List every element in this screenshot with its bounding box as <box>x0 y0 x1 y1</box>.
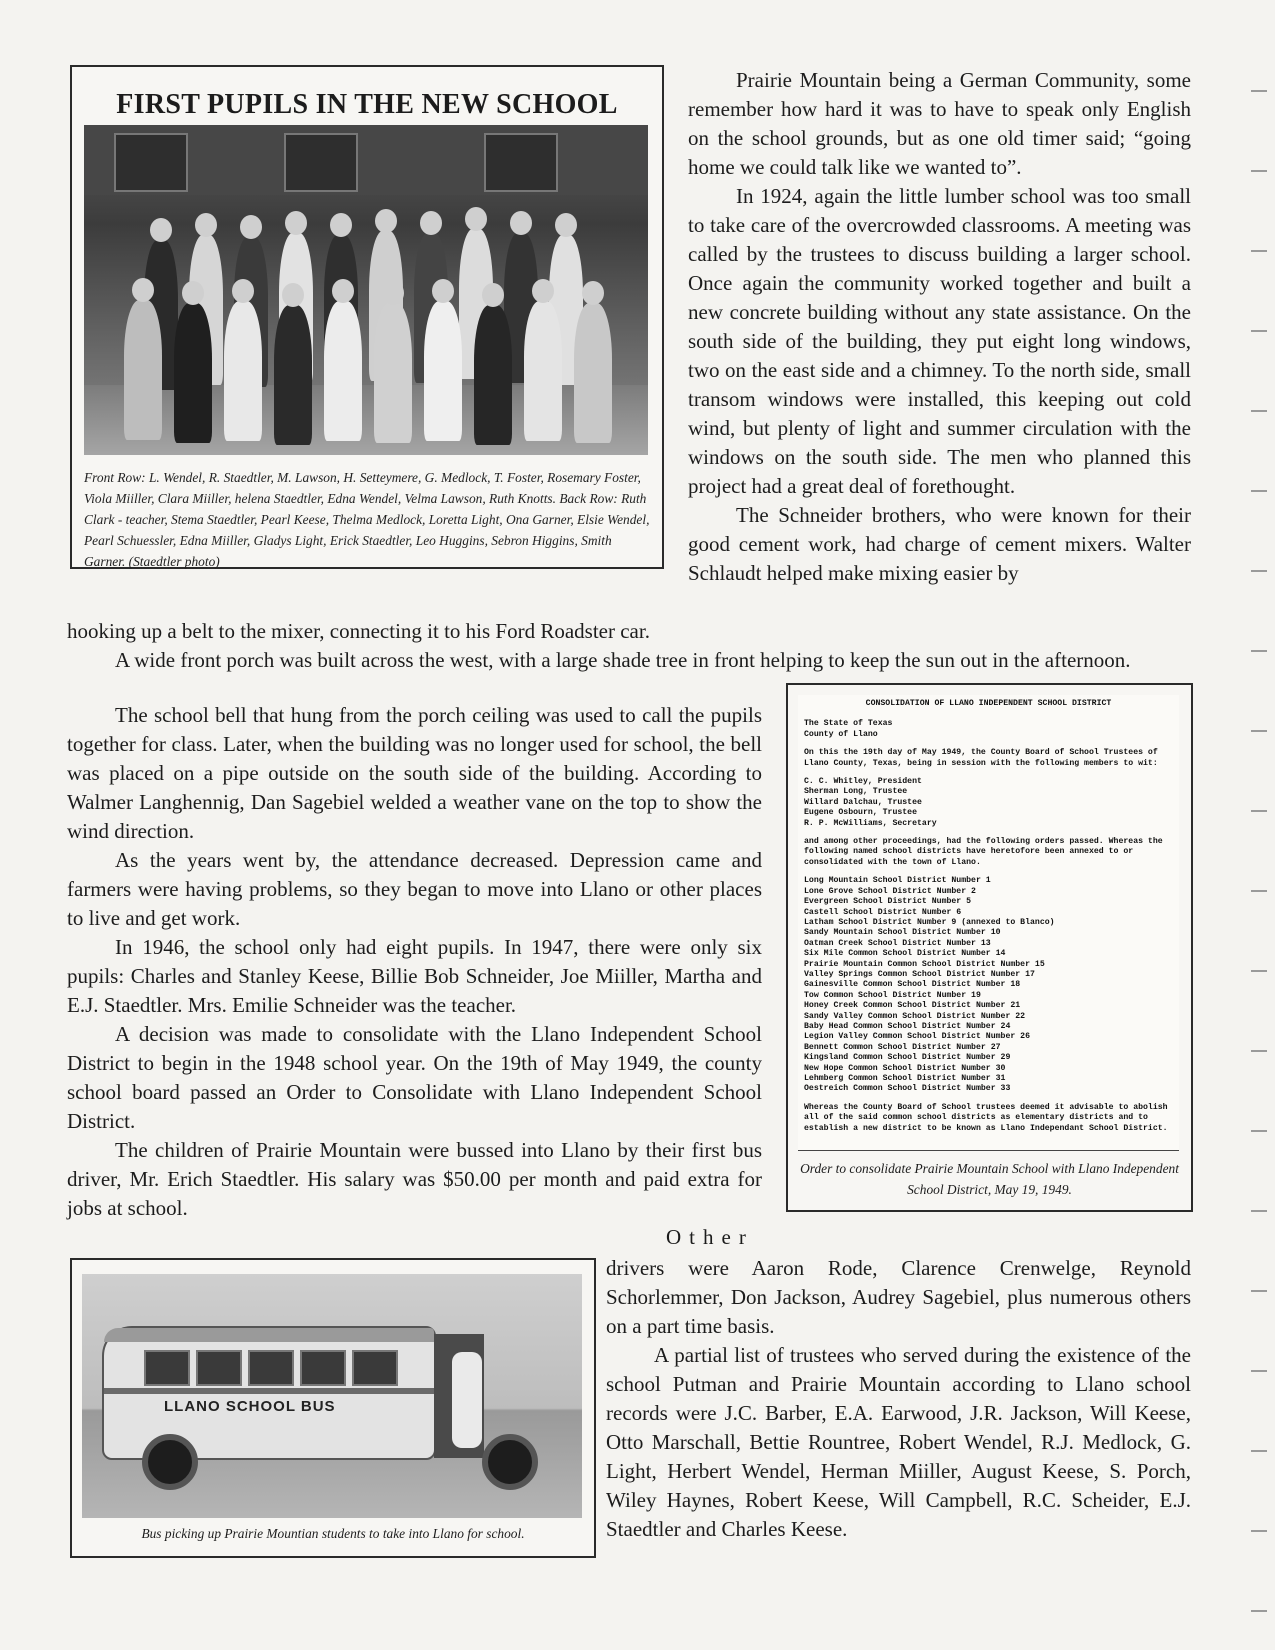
photo-title: FIRST PUPILS IN THE NEW SCHOOL <box>116 89 618 120</box>
document-members: C. C. Whitley, President Sherman Long, Trustee Willard Dalchau, Trustee Eugene Osbourn, Trustee R. P. McWilliams, Secretary <box>804 777 937 828</box>
document-title: CONSOLIDATION OF LLANO INDEPENDENT SCHOOL DISTRICT <box>865 699 1112 708</box>
class-group-photo <box>84 125 648 455</box>
photo-caption: Front Row: L. Wendel, R. Staedtler, M. Lawson, H. Setteymere, G. Medlock, T. Foster, Rosemary Foster, Viola Miiller, Clara Miiller, helena Staedtler, Edna Wendel, Velma Lawson, Ruth Knotts. Back Row: Ruth Clark - teacher, Stema Staedtler, Pearl Keese, Thelma Medlock, Loretta Light, Ona Garner, Elsie Wendel, Pearl Schuessler, Edna Miiller, Gladys Light, Erick Staedtler, Leo Huggins, Sebron Higgins, Smith Garner. (Staedtler photo) <box>84 470 650 569</box>
consolidation-order-box <box>786 683 1193 1212</box>
paragraph: In 1946, the school only had eight pupils. In 1947, there were only six pupils: Charles and Stanley Keese, Billie Bob Schneider, Joe Miiller, Martha and E.J. Staedtler. Mrs. Emilie Schneider was the teacher. <box>67 935 762 1017</box>
document-state: The State of Texas County of Llano <box>804 719 893 739</box>
spaced-word-other: Other <box>666 1225 754 1249</box>
paragraph: Prairie Mountain being a German Community, some remember how hard it was to have to speak only English on the school grounds, but as one old timer said; “going home we could talk like we wanted to”. <box>688 68 1191 179</box>
school-bus-photo <box>82 1274 582 1518</box>
text-column-left-middle <box>67 701 762 1223</box>
document-whereas: Whereas the County Board of School trustees deemed it advisable to abolish all of the said common school districts as elementary districts and to establish a new district to be known as Llano Independant School District. <box>804 1102 1173 1133</box>
bus-photo-caption: Bus picking up Prairie Mountian students to take into Llano for school. <box>141 1526 525 1541</box>
text-column-right-bottom <box>606 1254 1191 1544</box>
paragraph-continuation: drivers were Aaron Rode, Clarence Crenwelge, Reynold Schorlemmer, Don Jackson, Audrey Sagebiel, plus numerous others on a part time basis. <box>606 1256 1191 1338</box>
paragraph: The children of Prairie Mountain were bussed into Llano by their first bus driver, Mr. Erich Staedtler. His salary was $50.00 per month and paid extra for jobs at school. <box>67 1138 762 1220</box>
document-caption: Order to consolidate Prairie Mountain School with Llano Independent School District, May 19, 1949. <box>800 1161 1179 1197</box>
paragraph: A decision was made to consolidate with the Llano Independent School District to begin in the 1948 school year. On the 19th of May 1949, the county school board passed an Order to Consolidate with Llano Independent School District. <box>67 1022 762 1133</box>
paragraph: The Schneider brothers, who were known for their good cement work, had charge of cement mixers. Walter Schlaudt helped make mixing easier by <box>688 503 1191 585</box>
first-pupils-photo-box <box>70 65 664 569</box>
paragraph: A partial list of trustees who served during the existence of the school Putman and Prairie Mountain according to Llano school records were J.C. Barber, E.A. Earwood, J.R. Jackson, Will Keese, Otto Marschall, Bettie Rountree, Robert Wendel, R.J. Medlock, G. Light, Herbert Wendel, Herman Miiller, August Keese, S. Porch, Wiley Haynes, Robert Keese, Will Campbell, R.C. Scheider, E.J. Staedtler and Charles Keese. <box>606 1343 1191 1541</box>
document-proceedings: and among other proceedings, had the following orders passed. Whereas the following named school districts have heretofore been annexed to or consolidated with the town of Llano. <box>804 837 1168 867</box>
bus-label: LLANO SCHOOL BUS <box>164 1398 336 1415</box>
school-bus-photo-box <box>70 1258 596 1558</box>
text-full-width <box>67 617 1191 675</box>
paragraph: A wide front porch was built across the west, with a large shade tree in front helping to keep the sun out in the afternoon. <box>115 648 1131 672</box>
document-district-list: Long Mountain School District Number 1 Lone Grove School District Number 2 Evergreen School District Number 5 Castell School District Number 6 Latham School District Number 9 (annexed to Blanco) Sandy Mountain School District Number 10 Oatman Creek School District Number 13 Six Mile Common School District Number 14 Prairie Mountain Common School District Number 15 Valley Springs Common School District Number 17 Gainesville Common School District Number 18 Tow Common School District Number 19 Honey Creek Common School District Number 21 Sandy Valley Common School District Number 22 Baby Head Common School District Number 24 Legion Valley Common School District Number 26 Bennett Common School District Number 27 Kingsland Common School District Number 29 New Hope Common School District Number 30 Lehmberg Common School District Number 31 Oestreich Common School District Number 33 <box>804 876 1055 1094</box>
margin-rule-marks <box>1235 60 1275 1620</box>
consolidation-order-document <box>798 695 1179 1151</box>
text-column-right-top <box>688 66 1191 588</box>
paragraph: In 1924, again the little lumber school was too small to take care of the overcrowded classrooms. A meeting was called by the trustees to discuss building a larger school. Once again the community worked together and built a new concrete building without any state assistance. On the south side of the building, they put eight long windows, two on the east side and a chimney. To the north side, small transom windows were installed, this keeping out cold wind, but plenty of light and summer circulation with the windows on the south side. The men who planned this project had a great deal of forethought. <box>688 184 1191 498</box>
paragraph: The school bell that hung from the porch ceiling was used to call the pupils together for class. Later, when the building was no longer used for school, the bell was placed on a pipe outside on the south side of the building. According to Walmer Langhennig, Dan Sagebiel welded a weather vane on the top to show the wind direction. <box>67 703 762 843</box>
document-intro: On this the 19th day of May 1949, the County Board of School Trustees of Llano County, Texas, being in session with the following members to wit: <box>804 748 1163 768</box>
paragraph: As the years went by, the attendance decreased. Depression came and farmers were having problems, so they began to move into Llano or other places to live and get work. <box>67 848 762 930</box>
paragraph-continuation: hooking up a belt to the mixer, connecting it to his Ford Roadster car. <box>67 619 650 643</box>
